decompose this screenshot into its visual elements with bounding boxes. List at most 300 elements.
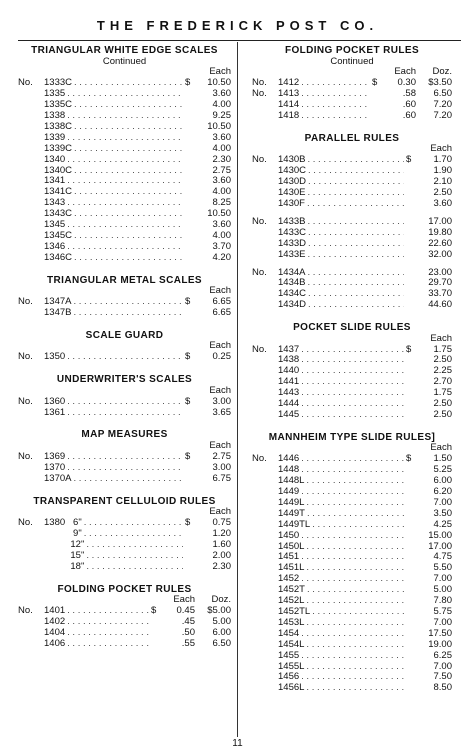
price-section (18, 430, 231, 484)
leader-dots (74, 166, 183, 177)
price-value: 6.75 (212, 472, 231, 484)
price-value: 4.00 (212, 99, 231, 111)
row-prefix: No. (18, 77, 33, 89)
catalog-number: 1443 (278, 387, 300, 399)
leader-dots (74, 122, 183, 133)
leader-dots (301, 388, 404, 399)
price-value: 22.60 (428, 237, 452, 249)
price-value: 7.80 (433, 595, 452, 607)
catalog-number: 1434C (278, 288, 306, 300)
price-value: 6.65 (212, 296, 231, 308)
catalog-number: 1433E (278, 248, 306, 260)
price-row (18, 474, 231, 485)
leader-dots (307, 509, 404, 520)
price-value: 17.50 (428, 627, 452, 639)
price-value: 19.80 (428, 226, 452, 238)
catalog-number: 1402 (44, 615, 66, 627)
catalog-number: 1346 (44, 240, 66, 252)
leader-dots (301, 487, 404, 498)
price-section (18, 331, 231, 363)
catalog-number: 1434B (278, 277, 306, 289)
price-section (18, 585, 231, 650)
price-value: 29.70 (428, 277, 452, 289)
catalog-number: 1406 (44, 637, 66, 649)
catalog-number: 1338 (44, 110, 66, 122)
page-number: 11 (232, 738, 243, 749)
price-value: 3.70 (212, 240, 231, 252)
leader-dots (301, 78, 370, 89)
leader-dots (67, 220, 183, 231)
row-prefix: No. (18, 450, 33, 462)
price-value: .60 (402, 99, 416, 111)
price-value: 3.60 (433, 197, 452, 209)
price-value: 1.90 (433, 165, 452, 177)
catalog-number: 1450L (278, 540, 305, 552)
catalog-number: 1414 (278, 99, 300, 111)
price-value: 2.30 (212, 560, 231, 572)
price-row (18, 308, 231, 319)
price-value: 7.00 (433, 616, 452, 628)
price-value: 17.00 (428, 540, 452, 552)
row-prefix: No. (252, 77, 267, 89)
price-value: 10.50 (207, 120, 231, 132)
price-section (18, 497, 231, 573)
catalog-number: 1452 (278, 573, 300, 585)
section-title: POCKET SLIDE RULES (293, 322, 411, 334)
header-rule (18, 40, 461, 41)
price-value: 4.00 (212, 230, 231, 241)
price-row (252, 520, 452, 531)
row-prefix: No. (18, 395, 33, 407)
price-row (252, 683, 452, 694)
price-row (18, 408, 231, 419)
currency-sign: $ (406, 343, 412, 355)
currency-sign: $ (151, 604, 157, 616)
section-subtitle: Continued (102, 55, 147, 67)
leader-dots (301, 377, 404, 388)
price-value: 7.20 (433, 110, 452, 122)
catalog-number: 1449 (278, 486, 300, 497)
catalog-number: 1430D (278, 176, 306, 188)
price-value: 3.60 (212, 219, 231, 231)
leader-dots (307, 585, 404, 596)
price-value: 6.50 (212, 637, 231, 649)
price-section (18, 276, 231, 319)
leader-dots (67, 111, 183, 122)
price-row (252, 410, 452, 421)
leader-dots (74, 209, 183, 220)
right-column (252, 46, 452, 706)
currency-sign: $ (406, 453, 412, 465)
leader-dots (74, 187, 183, 198)
catalog-number: 1446 (278, 453, 300, 465)
currency-sign: $ (185, 351, 191, 363)
leader-dots (73, 297, 183, 308)
leader-dots (308, 177, 404, 188)
section-title: MANNHEIM TYPE SLIDE RULES] (268, 431, 436, 443)
section-subtitle: Continued (330, 55, 374, 67)
leader-dots (74, 253, 183, 264)
leader-dots (301, 465, 404, 476)
section-title: PARALLEL RULES (304, 132, 400, 144)
price-section (18, 375, 231, 418)
price-value: .45 (181, 615, 195, 627)
price-value: 7.00 (433, 573, 452, 585)
catalog-number: 1451L (278, 562, 305, 574)
price-value: 2.70 (433, 376, 452, 388)
section-title: FOLDING POCKET RULES (57, 583, 192, 595)
leader-dots (74, 144, 183, 155)
price-value: 2.10 (433, 176, 452, 188)
catalog-number: 1452T (278, 584, 305, 596)
leader-dots (306, 662, 404, 673)
row-prefix: No. (252, 215, 267, 227)
leader-dots (67, 606, 149, 617)
price-value: 6.00 (433, 475, 452, 487)
column-header: Doz. (211, 594, 231, 606)
price-section (252, 433, 452, 694)
price-row (252, 300, 452, 311)
price-section (252, 46, 452, 122)
price-value: 44.60 (428, 299, 452, 311)
catalog-number: 1430F (278, 197, 305, 209)
leader-dots (306, 476, 404, 487)
leader-dots (301, 111, 370, 122)
price-value: 4.00 (212, 186, 231, 198)
price-value: 3.00 (212, 461, 231, 473)
leader-dots (67, 352, 183, 363)
leader-dots (67, 639, 149, 650)
leader-dots (301, 89, 370, 100)
section-title: UNDERWRITER'S SCALES (56, 374, 193, 386)
currency-sign: $ (185, 450, 191, 462)
leader-dots (67, 463, 183, 474)
leader-dots (306, 563, 404, 574)
leader-dots (307, 250, 404, 261)
catalog-number: 1449T (278, 507, 305, 519)
price-value: .50 (181, 626, 195, 638)
price-value: 2.50 (433, 408, 452, 420)
catalog-number: 1350 (44, 351, 66, 363)
leader-dots (301, 651, 404, 662)
catalog-number: 1449L (278, 496, 305, 508)
catalog-number: 9" (44, 527, 82, 539)
price-value: 0.75 (212, 517, 231, 528)
price-value: 0.45 (176, 604, 195, 616)
section-title: TRIANGULAR METAL SCALES (47, 274, 202, 286)
catalog-number: 1455L (278, 660, 305, 672)
leader-dots (73, 474, 183, 485)
price-value: 2.30 (212, 153, 231, 165)
catalog-number: 1343C (44, 208, 72, 220)
catalog-number: 1433B (278, 215, 306, 227)
price-value: 1.70 (433, 154, 452, 166)
leader-dots (74, 100, 183, 111)
catalog-number: 1346C (44, 251, 72, 263)
row-prefix: No. (252, 343, 267, 355)
row-prefix: No. (18, 604, 33, 616)
price-row (252, 250, 452, 261)
price-value: 10.50 (207, 208, 231, 220)
column-headers (252, 334, 452, 345)
catalog-number: 1448 (278, 464, 300, 476)
section-title: TRIANGULAR WHITE EDGE SCALES (31, 45, 218, 56)
leader-dots (67, 617, 149, 628)
row-prefix: No. (252, 266, 267, 278)
price-value: 4.75 (433, 551, 452, 563)
price-value: 5.00 (433, 584, 452, 596)
catalog-number: 1404 (44, 626, 66, 638)
row-prefix: No. (18, 517, 33, 528)
price-value: 5.25 (433, 464, 452, 476)
catalog-number: 1339C (44, 142, 72, 154)
leader-dots (301, 454, 404, 465)
catalog-number: 1369 (44, 450, 66, 462)
price-value: 0.30 (397, 77, 416, 89)
catalog-number: 1433D (278, 237, 306, 249)
price-value: 2.75 (212, 164, 231, 176)
leader-dots (307, 268, 404, 279)
leader-dots (307, 155, 404, 166)
catalog-number: 1452TL (278, 605, 311, 617)
catalog-number: 1413 (278, 88, 300, 100)
leader-dots (73, 308, 183, 319)
price-row (252, 199, 452, 210)
column-header: Each (209, 384, 231, 396)
price-value: 1.50 (433, 453, 452, 465)
price-value: 2.75 (212, 450, 231, 462)
column-header: Each (430, 332, 452, 344)
price-value: 3.50 (433, 507, 452, 519)
price-value: 17.00 (428, 215, 452, 227)
price-section (252, 134, 452, 311)
leader-dots (84, 518, 183, 529)
section-title: FOLDING POCKET RULES (284, 45, 420, 56)
catalog-number: 1456 (278, 671, 300, 683)
price-row (18, 253, 231, 264)
catalog-number: 1448L (278, 475, 305, 487)
catalog-number: 1440 (278, 365, 300, 377)
catalog-number: 1370A (44, 472, 72, 484)
row-prefix: No. (252, 88, 267, 100)
leader-dots (301, 531, 404, 542)
price-value: 3.60 (212, 175, 231, 187)
price-value: 2.50 (433, 187, 452, 199)
catalog-number: 18" (44, 560, 85, 572)
column-header: Each (430, 442, 452, 454)
price-value: $3.50 (428, 77, 452, 89)
leader-dots (306, 596, 404, 607)
price-value: 2.25 (433, 365, 452, 377)
price-value: 4.20 (212, 251, 231, 263)
price-row (18, 397, 231, 408)
catalog-number: 1434D (278, 299, 306, 311)
column-header: Each (430, 143, 452, 155)
price-row (252, 111, 452, 122)
catalog-number: 1345 (44, 219, 66, 231)
price-value: 3.65 (212, 406, 231, 418)
left-column (18, 46, 231, 662)
price-value: 1.20 (212, 527, 231, 539)
leader-dots (307, 199, 404, 210)
column-divider (237, 42, 238, 737)
leader-dots (308, 228, 404, 239)
leader-dots (67, 408, 183, 419)
currency-sign: $ (406, 154, 412, 166)
leader-dots (306, 683, 404, 694)
column-header: Each (173, 594, 195, 606)
price-row (252, 651, 452, 662)
leader-dots (301, 552, 404, 563)
price-value: 23.00 (428, 266, 452, 278)
catalog-number: 1341 (44, 175, 66, 187)
leader-dots (312, 607, 404, 618)
price-row (18, 562, 231, 573)
column-header: Each (209, 506, 231, 518)
catalog-number: 1340C (44, 164, 72, 176)
price-value: .55 (181, 637, 195, 649)
catalog-number: 1430E (278, 187, 306, 199)
catalog-number: 1434A (278, 266, 306, 278)
price-value: 6.50 (433, 88, 452, 100)
price-value: 7.00 (433, 496, 452, 508)
catalog-number: 1340 (44, 153, 66, 165)
leader-dots (67, 89, 183, 100)
catalog-number: 1452L (278, 595, 305, 607)
price-value: .60 (402, 110, 416, 122)
leader-dots (307, 188, 404, 199)
currency-sign: $ (185, 296, 191, 308)
column-header: Each (209, 340, 231, 352)
catalog-number: 1333C (44, 77, 72, 89)
catalog-number: 12" (44, 538, 85, 550)
catalog-number: 1433C (278, 226, 306, 238)
price-row (18, 155, 231, 166)
leader-dots (67, 133, 183, 144)
leader-dots (67, 452, 183, 463)
page-header: THE FREDERICK POST CO. (96, 18, 379, 33)
column-header: Each (209, 66, 231, 78)
price-value: 6.00 (212, 626, 231, 638)
leader-dots (67, 628, 149, 639)
price-value: 6.20 (433, 486, 452, 497)
catalog-number: 1339 (44, 131, 66, 143)
catalog-number: 1455 (278, 649, 300, 661)
leader-dots (306, 618, 404, 629)
leader-dots (307, 217, 404, 228)
catalog-number: 1412 (278, 77, 300, 89)
leader-dots (67, 155, 183, 166)
catalog-number: 1444 (278, 398, 300, 410)
price-value: 7.20 (433, 99, 452, 111)
price-row (252, 531, 452, 542)
row-prefix: No. (18, 296, 33, 308)
price-value: 15.00 (428, 529, 452, 541)
row-prefix: No. (18, 351, 33, 363)
leader-dots (67, 397, 183, 408)
price-value: $5.00 (207, 604, 231, 616)
catalog-number: 1347B (44, 307, 72, 319)
leader-dots (67, 242, 183, 253)
leader-dots (84, 529, 183, 540)
price-value: 2.50 (433, 354, 452, 366)
price-value: 32.00 (428, 248, 452, 260)
price-value: 1.75 (433, 387, 452, 399)
column-header: Each (209, 285, 231, 297)
price-value: 4.00 (212, 142, 231, 154)
price-value: 19.00 (428, 638, 452, 650)
leader-dots (86, 540, 183, 551)
catalog-number: 1341C (44, 186, 72, 198)
price-row (252, 239, 452, 250)
catalog-number: 1401 (44, 604, 66, 616)
price-value: 5.50 (433, 562, 452, 574)
leader-dots (74, 231, 183, 242)
leader-dots (301, 100, 370, 111)
leader-dots (301, 366, 404, 377)
price-value: 3.60 (212, 88, 231, 100)
leader-dots (312, 520, 404, 531)
leader-dots (308, 166, 404, 177)
currency-sign: $ (185, 395, 191, 407)
catalog-number: 1335 (44, 88, 66, 100)
catalog-number: 1430B (278, 154, 306, 166)
price-row (18, 639, 231, 650)
price-value: 3.00 (212, 395, 231, 407)
leader-dots (74, 78, 183, 89)
leader-dots (301, 410, 404, 421)
leader-dots (67, 176, 183, 187)
leader-dots (301, 345, 404, 356)
price-value: 6.65 (212, 307, 231, 319)
catalog-number: 1335C (44, 99, 72, 111)
price-value: 7.00 (433, 660, 452, 672)
catalog-number: 1454 (278, 627, 300, 639)
catalog-number: 1456L (278, 682, 305, 694)
leader-dots (308, 300, 404, 311)
catalog-number: 1453L (278, 616, 305, 628)
catalog-number: 1380 6" (44, 517, 82, 528)
catalog-number: 1343 (44, 197, 66, 209)
leader-dots (86, 551, 183, 562)
price-value: 9.25 (212, 110, 231, 122)
catalog-number: 1437 (278, 343, 300, 355)
catalog-number: 1438 (278, 354, 300, 366)
price-value: 3.60 (212, 131, 231, 143)
price-row (252, 640, 452, 651)
price-value: .58 (402, 88, 416, 100)
price-value: 4.25 (433, 518, 452, 530)
leader-dots (67, 198, 183, 209)
catalog-number: 1370 (44, 461, 66, 473)
row-prefix: No. (252, 453, 267, 465)
column-header: Each (209, 439, 231, 451)
catalog-number: 1345C (44, 230, 72, 241)
catalog-number: 1418 (278, 110, 300, 122)
price-section (18, 46, 231, 264)
section-title: SCALE GUARD (85, 329, 164, 341)
catalog-number: 1347A (44, 296, 72, 308)
currency-sign: $ (372, 77, 378, 89)
leader-dots (86, 562, 183, 573)
leader-dots (307, 278, 404, 289)
leader-dots (306, 542, 404, 553)
catalog-number: 1338C (44, 120, 72, 132)
section-title: TRANSPARENT CELLULOID RULES (33, 495, 216, 507)
row-prefix: No. (252, 154, 267, 166)
catalog-number: 1361 (44, 406, 66, 418)
leader-dots (306, 498, 404, 509)
